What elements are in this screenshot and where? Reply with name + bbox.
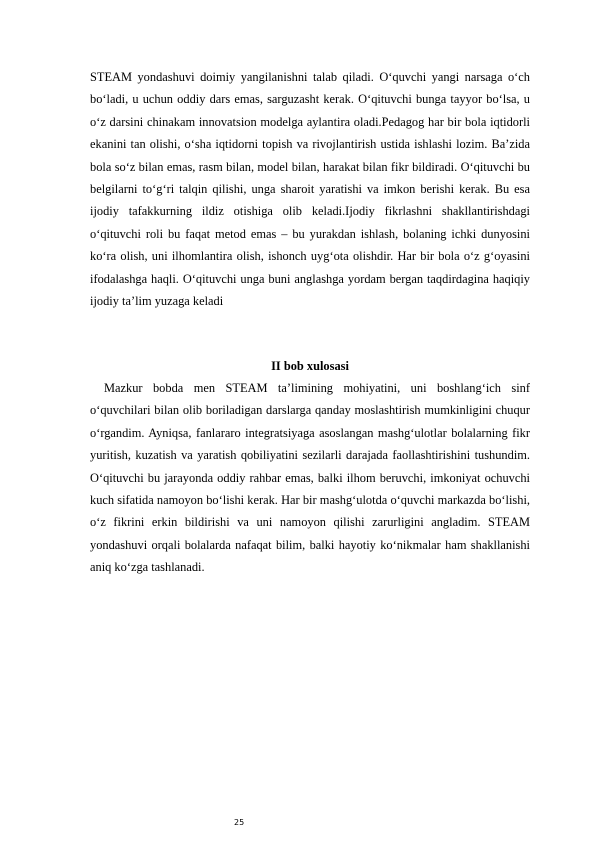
page-number: 25	[234, 818, 245, 827]
body-paragraph-steam-approach: STEAM yondashuvi doimiy yangilanishni talab qiladi. O‘quvchi yangi narsaga o‘ch bo‘ladi, u uchun oddiy dars emas, sarguzasht kerak. O‘qituvchi bunga tayyor bo‘lsa, u o‘z darsini chinakam innovatsion modelga aylantira oladi.Pedagog har bir bola iqtidorli ekanini tan olishi, o‘sha iqtidorni topish va rivojlantirish ustida ishlashi lozim. Ba’zida bola so‘z bilan emas, rasm bilan, model bilan, harakat bilan fikr bildiradi. O‘qituvchi bu belgilarni to‘g‘ri talqin qilishi, unga sharoit yaratishi va imkon berishi kerak. Bu esa ijodiy tafakkurning ildiz otishiga olib keladi.Ijodiy fikrlashni shakllantirishdagi o‘qituvchi roli bu faqat metod emas – bu yurakdan ishlash, bolaning ichki dunyosini ko‘ra olish, uni ilhomlantira olish, ishonch uyg‘ota olishdir. Har bir bola o‘z g‘oyasini ifodalashga haqli. O‘qituvchi unga buni anglashga yordam bergan taqdirdagina haqiqiy ijodiy ta’lim yuzaga keladi	[90, 70, 530, 309]
body-paragraph-chapter-summary: Mazkur bobda men STEAM ta’limining mohiyatini, uni boshlang‘ich sinf o‘quvchilari bilan olib boriladigan darslarga qanday moslashtirish mumkinligini chuqur o‘rgandim. Ayniqsa, fanlararo integratsiyaga asoslangan mashg‘ulotlar bolalarning fikr yuritish, kuzatish va yaratish qobiliyatini sezilarli darajada faollashtirishini tushundim. O‘qituvchi bu jarayonda oddiy rahbar emas, balki ilhom beruvchi, imkoniyat ochuvchi kuch sifatida namoyon bo‘lishi kerak. Har bir mashg‘ulotda o‘quvchi markazda bo‘lishi, o‘z fikrini erkin bildirishi va uni namoyon qilishi zarurligini angladim. STEAM yondashuvi orqali bolalarda nafaqat bilim, balki hayotiy ko‘nikmalar ham shakllanishi aniq ko‘zga tashlanadi.	[90, 381, 530, 575]
section-heading: II bob xulosasi	[271, 359, 349, 373]
